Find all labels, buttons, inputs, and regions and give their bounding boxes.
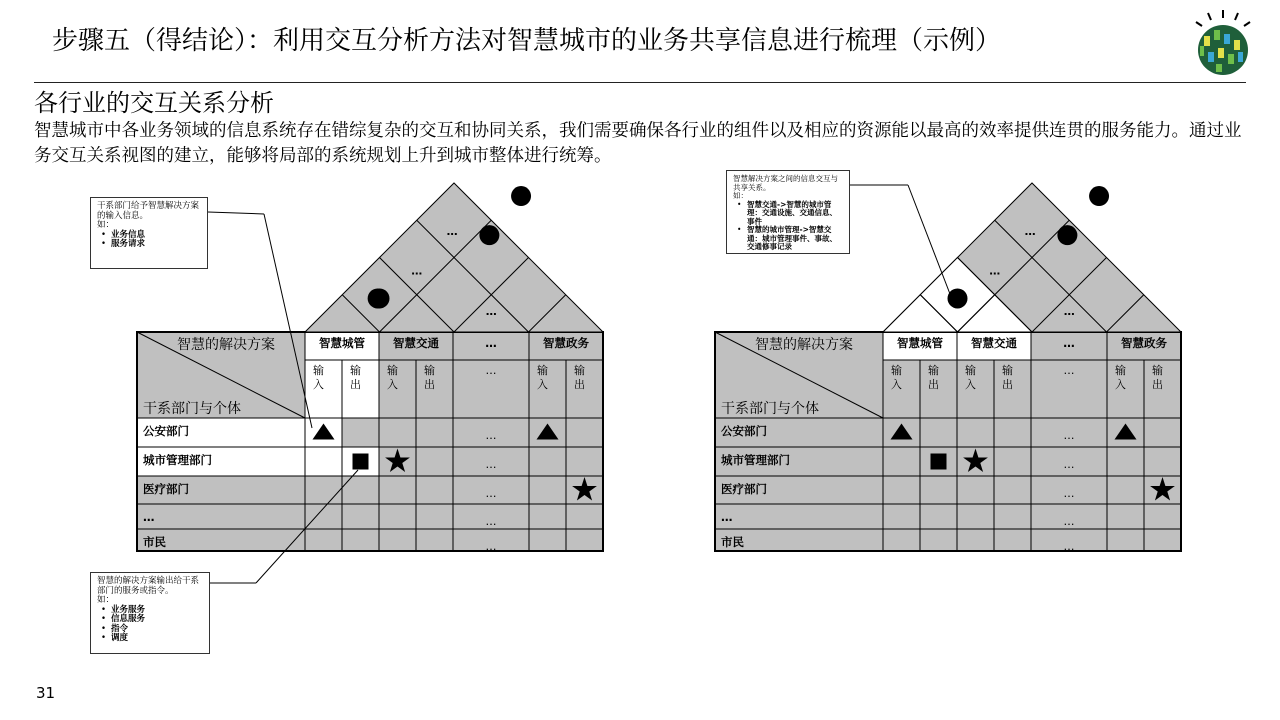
io-subheader: 出 (350, 378, 361, 391)
io-subheader: 输 (537, 364, 548, 377)
page-number: 31 (36, 684, 56, 702)
io-subheader: 输 (1002, 364, 1013, 377)
column-header: 智慧交通 (971, 336, 1017, 350)
roof-ellipsis: … (1024, 225, 1036, 239)
interaction-note-item: • 智慧的城市管理->智慧交通：城市管理事件、事故、交通修事记录 (737, 226, 843, 252)
column-header: 智慧政务 (1121, 336, 1167, 350)
io-subheader: 入 (891, 378, 902, 391)
io-subheader: 出 (1152, 378, 1163, 391)
column-header: … (485, 336, 497, 350)
row-label: 公安部门 (721, 424, 767, 438)
interaction-note-item: • 智慧交通->智慧的城市管理：交通设施、交通信息、事件 (737, 201, 843, 227)
ellipsis-subheader: … (485, 364, 497, 377)
corner-bottom-label: 干系部门与个体 (721, 401, 819, 417)
output-note-item: • 信息服务 (101, 615, 203, 625)
roof-ellipsis: … (446, 225, 458, 239)
row-ellipsis: … (1063, 540, 1075, 553)
column-header: 智慧政务 (543, 336, 589, 350)
input-note-example-label: 如： (97, 220, 115, 230)
output-note (90, 572, 210, 654)
io-subheader: 输 (891, 364, 902, 377)
output-note-example-label: 如： (97, 595, 115, 605)
column-header: 智慧城管 (897, 336, 943, 350)
row-ellipsis: … (485, 515, 497, 528)
io-subheader: 输 (1152, 364, 1163, 377)
square-marker (931, 454, 947, 470)
roof-ellipsis: … (485, 305, 497, 319)
row-label: 市民 (143, 535, 166, 549)
input-note-text: 干系部门给予智慧解决方案的输入信息。 (97, 201, 200, 221)
dot-marker (1089, 186, 1109, 206)
io-subheader: 入 (965, 378, 976, 391)
io-subheader: 输 (965, 364, 976, 377)
io-subheader: 输 (574, 364, 585, 377)
output-note-item: • 指令 (101, 625, 203, 635)
dot-marker (511, 186, 531, 206)
row-label: … (143, 510, 155, 524)
io-subheader: 出 (574, 378, 585, 391)
row-ellipsis: … (1063, 487, 1075, 500)
output-note-item: • 调度 (101, 634, 203, 644)
row-label: 市民 (721, 535, 744, 549)
io-subheader: 输 (387, 364, 398, 377)
row-ellipsis: … (485, 458, 497, 471)
square-marker (353, 454, 369, 470)
row-ellipsis: … (1063, 429, 1075, 442)
interaction-note (726, 170, 850, 254)
row-label: 医疗部门 (143, 482, 189, 496)
callout-line (908, 185, 950, 294)
row-ellipsis: … (485, 540, 497, 553)
io-subheader: 出 (928, 378, 939, 391)
section-heading: 各行业的交互关系分析 (34, 89, 274, 117)
matrix-body (715, 332, 1181, 551)
roof-ellipsis: … (411, 264, 423, 278)
row-label: … (721, 510, 733, 524)
intro-paragraph: 智慧城市中各业务领域的信息系统存在错综复杂的交互和协同关系，我们需要确保各行业的组件以及相应的资源能以最高的效率提供连贯的服务能力。通过业务交互关系视图的建立，能够将局部的系统规划上升到城市整体进行统筹。 (34, 121, 1242, 166)
input-note (90, 197, 208, 269)
io-subheader: 输 (928, 364, 939, 377)
dot-marker (948, 288, 968, 308)
row-ellipsis: … (1063, 515, 1075, 528)
slide-title: 步骤五（得结论）：利用交互分析方法对智慧城市的业务共享信息进行梳理（示例） (52, 26, 1002, 56)
output-note-text: 智慧的解决方案输出给干系部门的服务或指令。 (97, 576, 200, 596)
input-note-item: • 业务信息 (101, 231, 201, 241)
roof-ellipsis: … (989, 264, 1001, 278)
dot-marker (368, 288, 388, 308)
io-subheader: 输 (313, 364, 324, 377)
row-label: 公安部门 (143, 424, 189, 438)
row-ellipsis: … (485, 429, 497, 442)
interaction-note-text: 智慧解决方案之间的信息交互与共享关系。 (733, 174, 838, 192)
io-subheader: 输 (350, 364, 361, 377)
callout-line (208, 212, 264, 214)
row-label: 城市管理部门 (143, 453, 212, 467)
column-header: … (1063, 336, 1075, 350)
io-subheader: 出 (424, 378, 435, 391)
dot-marker (1057, 225, 1077, 245)
interaction-note-example-label: 如： (733, 191, 748, 200)
corner-top-label: 智慧的解决方案 (755, 337, 853, 353)
io-subheader: 入 (387, 378, 398, 391)
io-subheader: 入 (1115, 378, 1126, 391)
corner-top-label: 智慧的解决方案 (177, 337, 275, 353)
row-ellipsis: … (485, 487, 497, 500)
row-label: 医疗部门 (721, 482, 767, 496)
roof-ellipsis: … (1063, 305, 1075, 319)
output-note-item: • 业务服务 (101, 606, 203, 616)
input-note-item: • 服务请求 (101, 240, 201, 250)
io-subheader: 输 (424, 364, 435, 377)
dot-marker (479, 225, 499, 245)
io-subheader: 出 (1002, 378, 1013, 391)
column-header: 智慧交通 (393, 336, 439, 350)
io-subheader: 输 (1115, 364, 1126, 377)
io-subheader: 入 (537, 378, 548, 391)
row-ellipsis: … (1063, 458, 1075, 471)
corner-bottom-label: 干系部门与个体 (143, 401, 241, 417)
io-subheader: 入 (313, 378, 324, 391)
column-header: 智慧城管 (319, 336, 365, 350)
ellipsis-subheader: … (1063, 364, 1075, 377)
row-label: 城市管理部门 (721, 453, 790, 467)
